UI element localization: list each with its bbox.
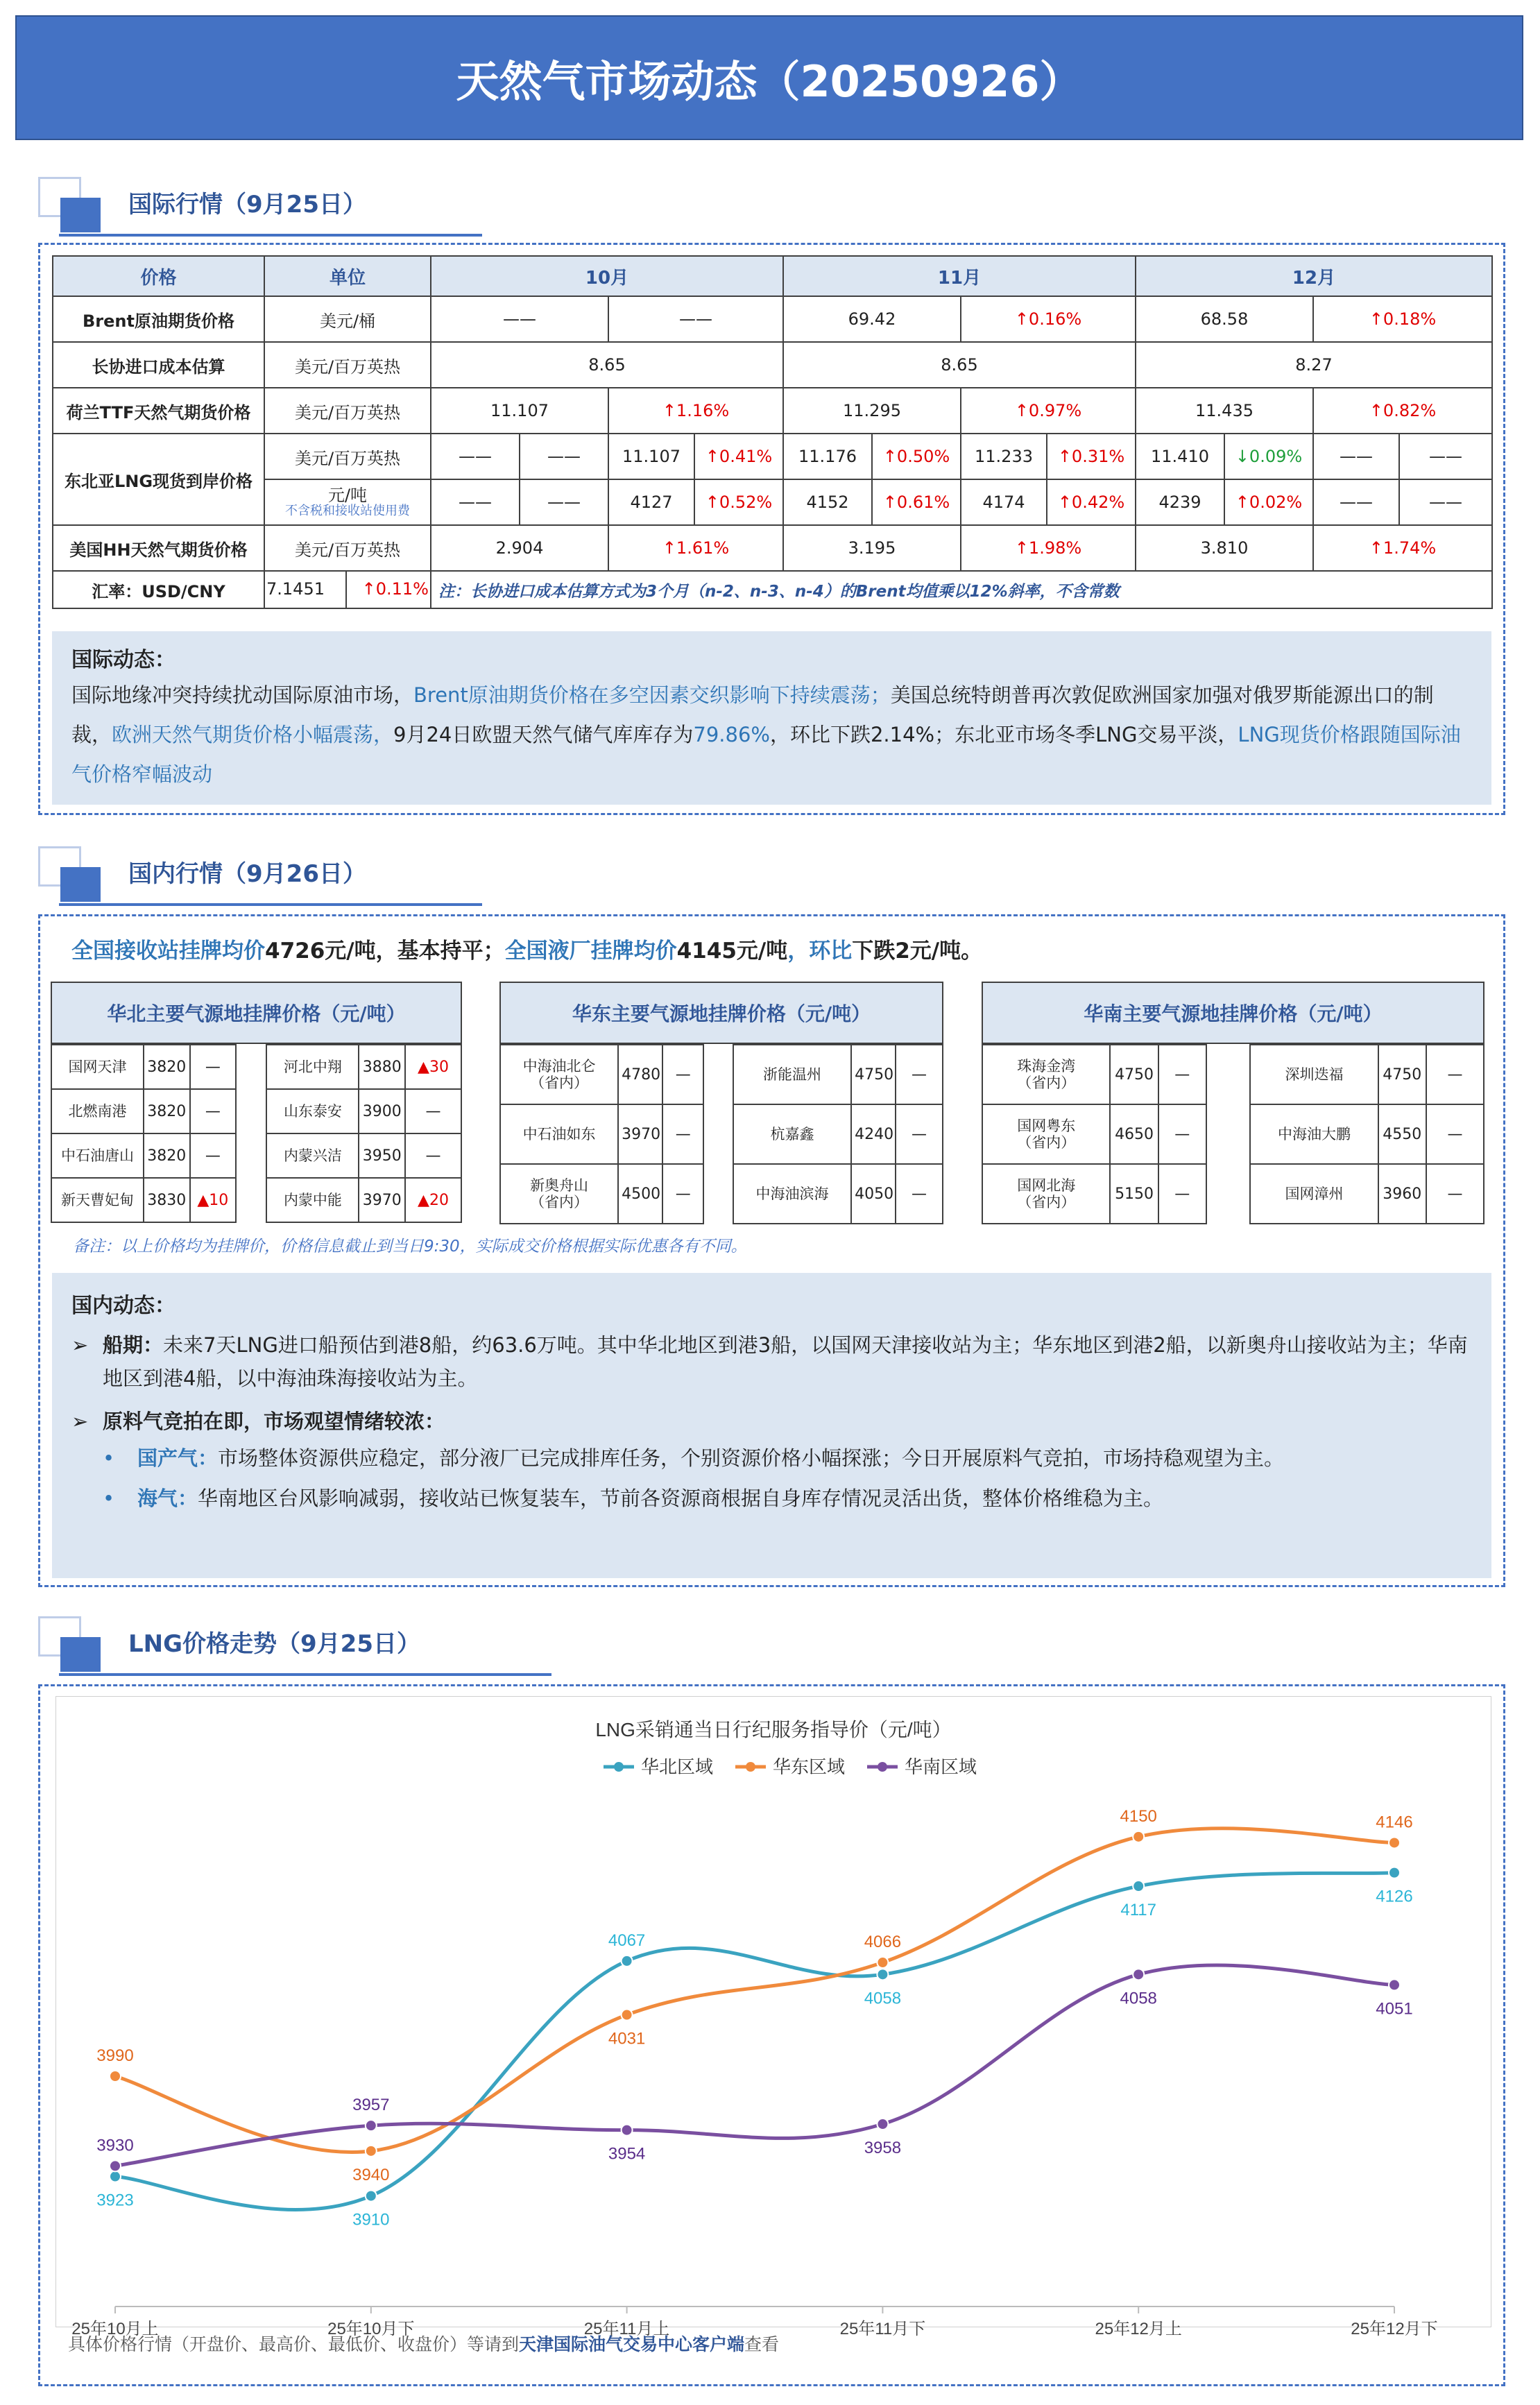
- cell-value: ——: [431, 479, 520, 525]
- north-region-title: 华北主要气源地挂牌价格（元/吨）: [107, 1002, 406, 1025]
- table-gap: [236, 1178, 266, 1222]
- site-price: 4750: [1110, 1045, 1158, 1104]
- site-price: 4500: [618, 1164, 662, 1224]
- data-point: [110, 2171, 121, 2182]
- data-label: 3923: [96, 2191, 134, 2210]
- table-row: [500, 1045, 943, 1104]
- site-name: 国网天津: [51, 1045, 144, 1089]
- series-line: [115, 1873, 1394, 2210]
- cell-value: 69.42: [783, 296, 961, 342]
- section-deco-block: [60, 198, 101, 232]
- table-gap: [1206, 1104, 1250, 1164]
- data-point: [1389, 1979, 1400, 1990]
- site-change: —: [662, 1045, 704, 1104]
- cell-change: ↑0.16%: [961, 296, 1136, 342]
- row-unit: 美元/百万英热: [264, 434, 431, 479]
- header-dec: 12月: [1136, 256, 1492, 296]
- chart-footer: [68, 2331, 779, 2356]
- data-point: [877, 1957, 888, 1968]
- cell-value: 11.295: [783, 388, 961, 434]
- site-price: 4650: [1110, 1104, 1158, 1164]
- legend-marker: [878, 1762, 887, 1772]
- site-price: 4780: [618, 1045, 662, 1104]
- site-change: —: [190, 1045, 237, 1089]
- table-gap: [1206, 1164, 1250, 1224]
- site-price: 3880: [359, 1045, 405, 1089]
- table-gap: [1206, 1045, 1250, 1104]
- table-row: [982, 1104, 1484, 1164]
- dyn-highlight: 欧洲天然气期货价格小幅震荡，: [112, 723, 394, 746]
- site-change: —: [1158, 1045, 1206, 1104]
- footer-text: 查看: [744, 2334, 780, 2354]
- site-change: —: [190, 1089, 237, 1133]
- intl-section-title: 国际行情（9月25日）: [128, 191, 366, 219]
- site-name: 浙能温州: [733, 1045, 851, 1104]
- site-price: 4050: [851, 1164, 896, 1224]
- table-gap: [703, 1104, 733, 1164]
- site-price: 3820: [144, 1089, 190, 1133]
- dot-bullet-icon: •: [103, 1487, 115, 1510]
- intl-section-header: [38, 177, 482, 239]
- x-tick-label: 25年12月下: [1351, 2320, 1438, 2338]
- table-gap: [236, 1133, 266, 1178]
- site-price: 3950: [359, 1133, 405, 1178]
- data-label: 4058: [1120, 1989, 1157, 2008]
- data-point: [1133, 1881, 1144, 1892]
- data-label: 3990: [96, 2046, 134, 2065]
- domestic-gas-label: 国产气：: [137, 1446, 219, 1470]
- table-row-lta: [53, 342, 1492, 388]
- domestic-gas-item: [71, 1438, 1472, 1478]
- cell-value: 3.195: [783, 525, 961, 571]
- table-row-hh: [53, 525, 1492, 571]
- cell-value: 4174: [961, 479, 1047, 525]
- site-name: 国网漳州: [1250, 1164, 1378, 1224]
- legend-label: 华北区域: [641, 1756, 714, 1777]
- cell-change: ↓0.09%: [1224, 434, 1313, 479]
- data-label: 3910: [352, 2210, 390, 2229]
- site-change: —: [662, 1164, 704, 1224]
- data-point: [622, 1955, 633, 1967]
- site-name: 珠海金湾 （省内）: [982, 1045, 1110, 1104]
- section-underline: [59, 903, 482, 906]
- table-row-nea-cny: [53, 479, 1492, 525]
- cell-value: 2.904: [431, 525, 608, 571]
- fx-change: ↑0.11%: [361, 579, 429, 599]
- east-price-table: [499, 1044, 943, 1224]
- site-change: —: [1158, 1104, 1206, 1164]
- x-tick-label: 25年11月下: [839, 2320, 926, 2338]
- cell-change: ↑0.52%: [694, 479, 783, 525]
- site-name: 国网北海 （省内）: [982, 1164, 1110, 1224]
- summary-part: 全国液厂挂牌均价: [504, 939, 677, 964]
- domestic-gas-text: 市场整体资源供应稳定，部分液厂已完成排库任务，个别资源价格小幅探涨；今日开展原料气竞拍，市场持稳观望为主。: [218, 1446, 1285, 1470]
- cell-value: 11.435: [1136, 388, 1313, 434]
- data-point: [366, 2191, 377, 2202]
- data-label: 4066: [864, 1933, 902, 1952]
- x-tick-label: 25年10月上: [71, 2320, 159, 2338]
- site-name: 中石油如东: [500, 1104, 618, 1164]
- section-underline: [59, 1673, 551, 1676]
- data-point: [622, 2010, 633, 2021]
- data-label: 3958: [864, 2139, 902, 2158]
- cell-change: ↑0.18%: [1313, 296, 1492, 342]
- table-gap: [703, 1164, 733, 1224]
- site-change: —: [1426, 1104, 1484, 1164]
- site-name: 新奥舟山 （省内）: [500, 1164, 618, 1224]
- legend-label: 华东区域: [773, 1756, 846, 1777]
- summary-part: ，环比: [787, 939, 853, 964]
- domestic-section-title: 国内行情（9月26日）: [128, 860, 366, 888]
- table-row: [500, 1164, 943, 1224]
- ship-label: 船期：: [103, 1333, 164, 1357]
- data-label: 3940: [352, 2165, 390, 2184]
- lng-price-chart: [55, 1696, 1491, 2338]
- summary-part: 4726元/吨，基本持平；: [265, 939, 505, 964]
- page-title-text: 天然气市场动态（20250926）: [456, 55, 1083, 107]
- header-price: 价格: [53, 256, 264, 296]
- site-price: 3820: [144, 1045, 190, 1089]
- site-change: —: [896, 1104, 943, 1164]
- sea-gas-text: 华南地区台风影响减弱，接收站已恢复装车，节前各资源商根据自身库存情况灵活出货，整体价格维稳为主。: [198, 1487, 1164, 1510]
- cell-value: 8.27: [1136, 342, 1492, 388]
- site-change: —: [405, 1133, 461, 1178]
- site-change: —: [405, 1089, 461, 1133]
- cell-change: ↑1.74%: [1313, 525, 1492, 571]
- intl-dynamics-title: 国际动态：: [71, 648, 176, 672]
- cell-change: ↑0.41%: [694, 434, 783, 479]
- site-change: ▲30: [405, 1045, 461, 1089]
- data-point: [366, 2146, 377, 2157]
- header-nov: 11月: [783, 256, 1136, 296]
- row-label: 汇率：USD/CNY: [53, 571, 264, 608]
- header-oct: 10月: [431, 256, 783, 296]
- cell-divider: [345, 572, 362, 608]
- cell-value: ——: [520, 434, 608, 479]
- table-row-ttf: [53, 388, 1492, 434]
- summary-part: 下跌2元/吨。: [852, 939, 983, 964]
- fx-note: 注：长协进口成本估算方式为3个月（n-2、n-3、n-4）的Brent均值乘以12%斜率，不含常数: [431, 571, 1492, 608]
- table-gap: [236, 1089, 266, 1133]
- client-link[interactable]: 天津国际油气交易中心客户端: [519, 2334, 745, 2354]
- cell-value: 4239: [1136, 479, 1224, 525]
- site-price: 3820: [144, 1133, 190, 1178]
- data-label: 3930: [96, 2136, 134, 2155]
- cell-value: ——: [608, 296, 783, 342]
- summary-part: 全国接收站挂牌均价: [71, 939, 265, 964]
- x-tick-label: 25年12月上: [1095, 2320, 1182, 2338]
- site-name: 北燃南港: [51, 1089, 144, 1133]
- cell-value: ——: [431, 296, 608, 342]
- cell-change: ↑0.82%: [1313, 388, 1492, 434]
- dyn-text: 国际地缘冲突持续扰动国际原油市场，: [71, 683, 414, 707]
- dyn-highlight: Brent原油期货价格在多空因素交织影响下持续震荡；: [413, 683, 891, 707]
- series-line: [115, 1965, 1394, 2166]
- section-deco-block: [60, 1637, 101, 1672]
- site-change: —: [190, 1133, 237, 1178]
- dyn-text: ，环比下跌2.14%；东北亚市场冬季LNG交易平淡，: [769, 723, 1238, 746]
- cell-value: ——: [1399, 479, 1492, 525]
- site-price: 3900: [359, 1089, 405, 1133]
- site-name: 中海油大鹏: [1250, 1104, 1378, 1164]
- page-title: [15, 15, 1523, 140]
- cell-value: 11.107: [608, 434, 694, 479]
- cell-change: ↑0.02%: [1224, 479, 1313, 525]
- cell-value: 11.107: [431, 388, 608, 434]
- cell-value: 4152: [783, 479, 872, 525]
- table-header-row: [53, 256, 1492, 296]
- table-row: [51, 1178, 461, 1222]
- legend-marker: [614, 1762, 624, 1772]
- cell-value: 8.65: [431, 342, 783, 388]
- row-unit: 美元/桶: [264, 296, 431, 342]
- data-point: [877, 1969, 888, 1980]
- domestic-section-header: [38, 846, 482, 909]
- data-label: 4117: [1120, 1901, 1157, 1920]
- chart-title: LNG采销通当日行纪服务指导价（元/吨）: [595, 1719, 952, 1740]
- site-price: 4750: [1378, 1045, 1426, 1104]
- site-name: 中海油滨海: [733, 1164, 851, 1224]
- cell-value: 11.233: [961, 434, 1047, 479]
- cell-value: 68.58: [1136, 296, 1313, 342]
- row-unit: 美元/百万英热: [264, 525, 431, 571]
- cell-value: ——: [431, 434, 520, 479]
- dyn-text: 美国总统特朗普再次敦促欧洲国家加强对俄罗斯能源出口的制裁，: [71, 683, 1434, 746]
- site-price: 5150: [1110, 1164, 1158, 1224]
- domestic-summary: [71, 933, 982, 964]
- price-remark: 备注：以上价格均为挂牌价，价格信息截止到当日9:30，实际成交价格根据实际优惠各有不同。: [73, 1238, 747, 1256]
- site-name: 山东泰安: [266, 1089, 359, 1133]
- row-unit: 美元/百万英热: [264, 388, 431, 434]
- domestic-dynamics-title: 国内动态：: [71, 1294, 176, 1318]
- data-label: 4031: [608, 2029, 646, 2048]
- intl-dynamics-text: [71, 676, 1472, 794]
- site-change: —: [1158, 1164, 1206, 1224]
- fx-value: 7.1451: [266, 579, 325, 599]
- north-region-header: [51, 982, 462, 1044]
- data-point: [1389, 1867, 1400, 1878]
- site-name: 深圳迭福: [1250, 1045, 1378, 1104]
- legend-label: 华南区域: [905, 1756, 977, 1777]
- site-name: 杭嘉鑫: [733, 1104, 851, 1164]
- dyn-text: 9月24日欧盟天然气储气库库存为: [393, 723, 694, 746]
- data-label: 4146: [1376, 1813, 1413, 1832]
- site-change: —: [896, 1045, 943, 1104]
- site-name: 新天曹妃甸: [51, 1178, 144, 1222]
- cell-change: ↑1.16%: [608, 388, 783, 434]
- data-point: [110, 2071, 121, 2082]
- row-label: 东北亚LNG现货到岸价格: [53, 434, 264, 525]
- ship-text: 未来7天LNG进口船预估到港8船，约63.6万吨。其中华北地区到港3船，以国网天津接收站为主；华东地区到港2船，以新奥舟山接收站为主；华南地区到港4船，以中海油珠海接收站为主。: [103, 1333, 1468, 1390]
- data-point: [366, 2120, 377, 2131]
- row-unit: [264, 479, 431, 525]
- cell-value: 3.810: [1136, 525, 1313, 571]
- site-change: —: [896, 1164, 943, 1224]
- cell-change: ↑0.42%: [1047, 479, 1136, 525]
- cell-change: ↑1.98%: [961, 525, 1136, 571]
- site-price: 3970: [618, 1104, 662, 1164]
- table-row-nea-usd: [53, 434, 1492, 479]
- data-label: 3957: [352, 2096, 390, 2115]
- data-label: 4126: [1376, 1887, 1413, 1906]
- south-price-table: [982, 1044, 1485, 1224]
- table-row: [51, 1133, 461, 1178]
- dyn-highlight: LNG现货价格跟随国际油气价格窄幅波动: [71, 723, 1461, 786]
- data-point: [1389, 1837, 1400, 1848]
- site-price: 3960: [1378, 1164, 1426, 1224]
- intl-price-table: [52, 255, 1493, 609]
- east-region-title: 华东主要气源地挂牌价格（元/吨）: [572, 1002, 871, 1025]
- site-price: 3970: [359, 1178, 405, 1222]
- x-tick-label: 25年10月下: [327, 2320, 415, 2338]
- table-row: [982, 1045, 1484, 1104]
- data-label: 4067: [608, 1931, 646, 1950]
- cell-value: ——: [1399, 434, 1492, 479]
- cell-change: ↑0.50%: [872, 434, 961, 479]
- south-region-header: [982, 982, 1485, 1044]
- header-unit: 单位: [264, 256, 431, 296]
- row-label: 美国HH天然气期货价格: [53, 525, 264, 571]
- cell-value: ——: [1313, 434, 1399, 479]
- data-label: 4150: [1120, 1806, 1157, 1826]
- site-change: —: [1426, 1164, 1484, 1224]
- cell-change: ↑1.61%: [608, 525, 783, 571]
- east-region-header: [499, 982, 943, 1044]
- x-tick-label: 25年11月上: [583, 2320, 670, 2338]
- data-label: 4058: [864, 1989, 902, 2008]
- arrow-bullet-icon: ➢: [71, 1333, 89, 1357]
- row-label: 荷兰TTF天然气期货价格: [53, 388, 264, 434]
- site-price: 3830: [144, 1178, 190, 1222]
- table-row: [51, 1045, 461, 1089]
- cell-value: 11.410: [1136, 434, 1224, 479]
- site-change: ▲20: [405, 1178, 461, 1222]
- dyn-highlight: 79.86%: [693, 723, 770, 746]
- intl-dynamics-panel: [52, 631, 1491, 805]
- section-underline: [59, 234, 482, 237]
- table-row-fx: [53, 571, 1492, 608]
- domestic-dynamics-panel: [52, 1273, 1491, 1578]
- site-name: 内蒙中能: [266, 1178, 359, 1222]
- site-price: 4550: [1378, 1104, 1426, 1164]
- trend-section-header: [38, 1616, 551, 1679]
- south-region-title: 华南主要气源地挂牌价格（元/吨）: [1084, 1002, 1383, 1025]
- cell-change: ↑0.61%: [872, 479, 961, 525]
- site-change: —: [662, 1104, 704, 1164]
- row-unit-text: 元/吨: [327, 486, 368, 505]
- data-point: [1133, 1969, 1144, 1980]
- summary-part: 4145元/吨: [676, 939, 788, 964]
- row-unit-note: 不含税和接收站使用费: [285, 504, 410, 518]
- site-name: 中石油唐山: [51, 1133, 144, 1178]
- data-point: [877, 2119, 888, 2130]
- row-unit: 美元/百万英热: [264, 342, 431, 388]
- site-name: 中海油北仑 （省内）: [500, 1045, 618, 1104]
- north-price-table: [51, 1044, 462, 1223]
- data-point: [622, 2125, 633, 2136]
- cell-change: ↑0.97%: [961, 388, 1136, 434]
- table-row: [982, 1164, 1484, 1224]
- cell-value: ——: [520, 479, 608, 525]
- table-row: [500, 1104, 943, 1164]
- trend-section-title: LNG价格走势（9月25日）: [128, 1630, 420, 1658]
- ship-item: [71, 1328, 1472, 1395]
- site-name: 河北中翔: [266, 1045, 359, 1089]
- fx-value-cell: [264, 571, 431, 608]
- sea-gas-label: 海气：: [137, 1487, 198, 1510]
- chart-series: [96, 1807, 1412, 2229]
- chart-legend: [604, 1756, 977, 1777]
- site-price: 4240: [851, 1104, 896, 1164]
- section-deco-block: [60, 867, 101, 902]
- data-label: 4051: [1376, 1999, 1413, 2019]
- data-point: [1133, 1831, 1144, 1842]
- table-row-brent: [53, 296, 1492, 342]
- auction-item: [71, 1405, 1472, 1438]
- auction-label: 原料气竞拍在即，市场观望情绪较浓：: [103, 1410, 445, 1433]
- table-gap: [703, 1045, 733, 1104]
- site-name: 内蒙兴洁: [266, 1133, 359, 1178]
- sea-gas-item: [71, 1478, 1472, 1518]
- footer-text: 具体价格行情（开盘价、最高价、最低价、收盘价）等请到: [68, 2334, 520, 2354]
- cell-value: 11.176: [783, 434, 872, 479]
- legend-marker: [746, 1762, 755, 1772]
- cell-change: ↑0.31%: [1047, 434, 1136, 479]
- dot-bullet-icon: •: [103, 1446, 115, 1470]
- arrow-bullet-icon: ➢: [71, 1410, 89, 1433]
- site-change: ▲10: [190, 1178, 237, 1222]
- cell-value: 4127: [608, 479, 694, 525]
- data-label: 3954: [608, 2144, 646, 2164]
- row-label: Brent原油期货价格: [53, 296, 264, 342]
- cell-value: 8.65: [783, 342, 1136, 388]
- site-price: 4750: [851, 1045, 896, 1104]
- table-gap: [236, 1045, 266, 1089]
- table-row: [51, 1089, 461, 1133]
- data-point: [110, 2160, 121, 2171]
- row-label: 长协进口成本估算: [53, 342, 264, 388]
- cell-value: ——: [1313, 479, 1399, 525]
- site-name: 国网粤东 （省内）: [982, 1104, 1110, 1164]
- site-change: —: [1426, 1045, 1484, 1104]
